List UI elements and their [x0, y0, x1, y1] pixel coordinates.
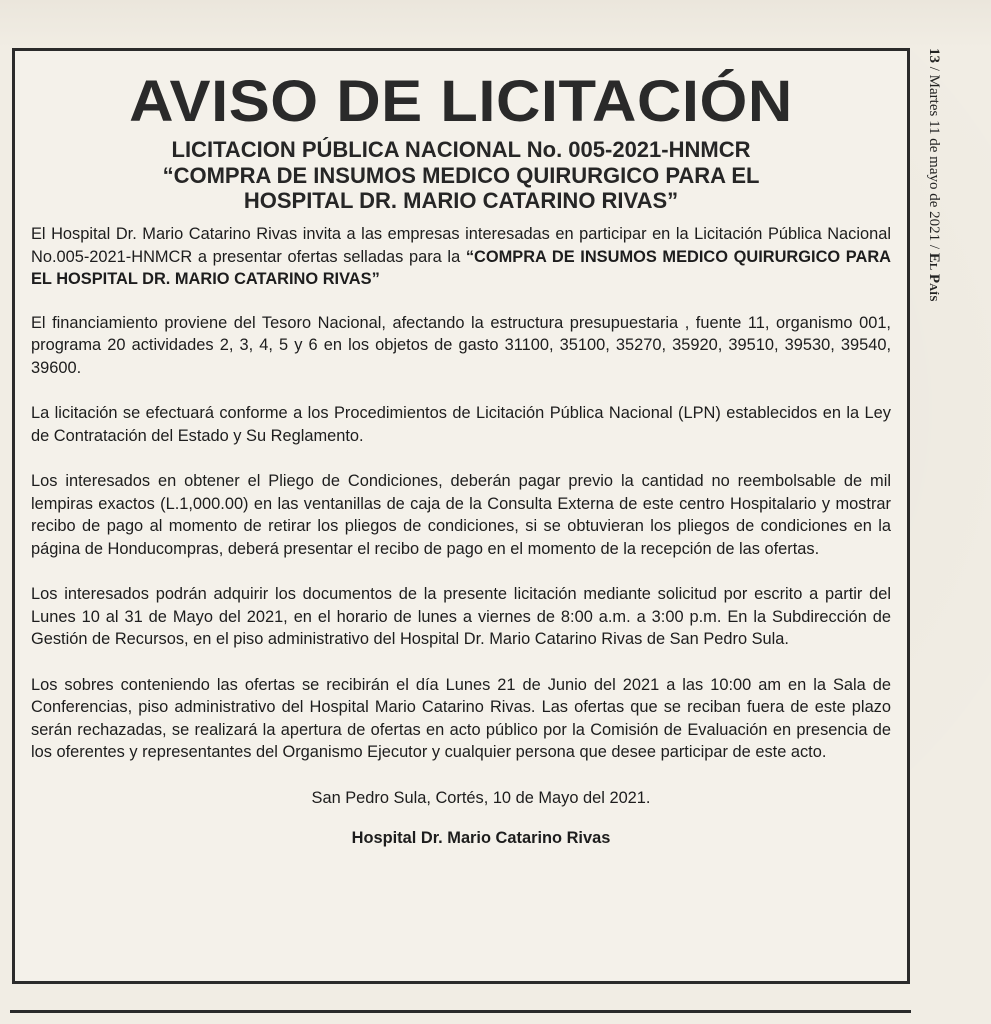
newspaper-name: El País	[926, 252, 942, 302]
paragraph-procedure: La licitación se efectuará conforme a los Procedimientos de Licitación Pública Nacional (LPN) establecidos en la Ley de Contratación del Estado y Su Reglamento.	[31, 404, 891, 445]
notice-headline: AVISO DE LICITACIÓN	[129, 69, 793, 134]
dateline: San Pedro Sula, Cortés, 10 de Mayo del 2021.	[311, 788, 651, 807]
paragraph-documents: Los interesados podrán adquirir los documentos de la presente licitación mediante solicitud por escrito a partir del Lunes 10 al 31 de Mayo del 2021, en el horario de lunes a viernes de 8:00 a.m. a 3:00 p.m. En la Subdirección de Gestión de Recursos, en el piso administrativo del Hospital Dr. Mario Catarino Rivas de San Pedro Sula.	[31, 585, 891, 648]
tender-notice-box	[12, 48, 910, 984]
tender-subject-line-1: “COMPRA DE INSUMOS MEDICO QUIRURGICO PARA EL	[162, 163, 760, 188]
paragraph-invitation	[31, 223, 891, 291]
paragraph-conditions: Los interesados en obtener el Pliego de Condiciones, deberán pagar previo la cantidad no reembolsable de mil lempiras exactos (L.1,000.00) en las ventanillas de caja de la Consulta Externa de este centro Hospitalario y mostrar recibo de pago al momento de retirar los pliegos de condiciones, si se obtuvieran los pliegos de condiciones en la página de Honducompras, deberá presentar el recibo de pago en el momento de la recepción de las ofertas.	[31, 472, 891, 558]
signature: Hospital Dr. Mario Catarino Rivas	[351, 828, 611, 847]
issue-date: Martes 11 de mayo de 2021	[926, 74, 942, 242]
bottom-rule	[10, 1010, 911, 1013]
page-top-margin	[0, 0, 991, 48]
spine-separator-2: /	[926, 244, 942, 250]
tender-number: LICITACION PÚBLICA NACIONAL No. 005-2021-HNMCR	[171, 137, 751, 162]
paragraph-financing: El financiamiento proviene del Tesoro Nacional, afectando la estructura presupuestaria , fuente 11, organismo 001, programa 20 actividades 2, 3, 4, 5 y 6 en los objetos de gasto 31100, 35100, 35270, 35920, 39510, 39530, 39540, 39600.	[31, 313, 891, 377]
invitation-bold-subject: “COMPRA DE INSUMOS MEDICO QUIRURGICO PARA EL HOSPITAL DR. MARIO CATARINO RIVAS”	[31, 247, 892, 288]
tender-subject-line-2: HOSPITAL DR. MARIO CATARINO RIVAS”	[243, 188, 679, 213]
notice-body	[31, 223, 891, 764]
paragraph-submission: Los sobres conteniendo las ofertas se recibirán el día Lunes 21 de Junio del 2021 a las 10:00 am en la Sala de Conferencias, piso administrativo del Hospital Mario Catarino Rivas. Las ofertas que se reciban fuera de este plazo serán rechazadas, se realizará la apertura de ofertas en acto público por la Comisión de Evaluación en presencia de los oferentes y representantes del Organismo Ejecutor y cualquier persona que desee participar de este acto.	[31, 675, 891, 761]
page-spine-header	[923, 48, 945, 448]
page-number: 13	[926, 48, 942, 63]
spine-separator: /	[926, 66, 942, 71]
invitation-text: El Hospital Dr. Mario Catarino Rivas invita a las empresas interesadas en participar en la Licitación Pública Nacional No.005-2021-HNMCR a presentar ofertas selladas para la	[31, 225, 891, 266]
